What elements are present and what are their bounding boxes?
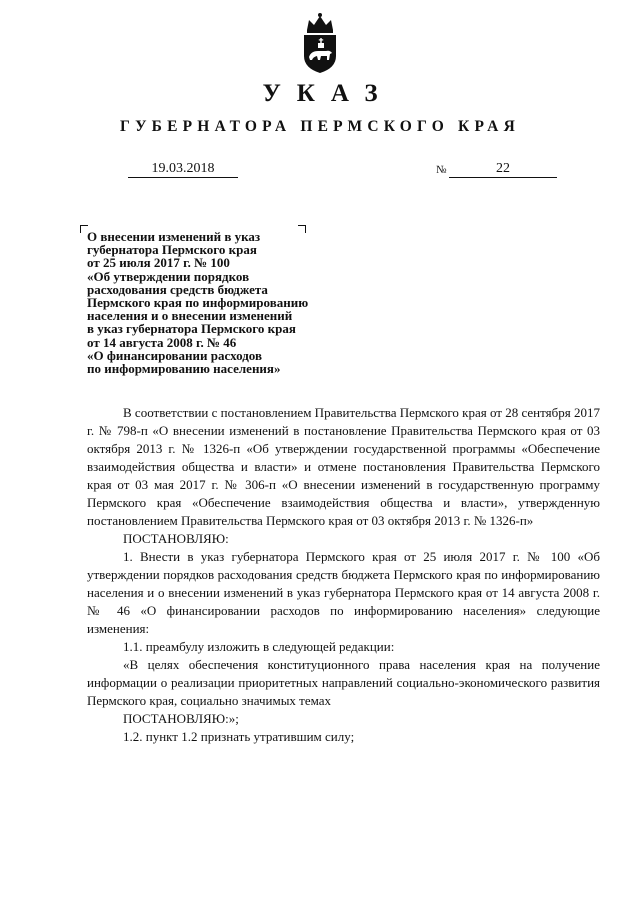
document-type: УКАЗ [262, 80, 394, 107]
quoted-resolve: ПОСТАНОВЛЯЮ:»; [123, 711, 239, 726]
document-number: 22 [449, 160, 557, 178]
title-line: по информированию населения» [87, 361, 281, 377]
preamble-paragraph: В соответствии с постановлением Правительства Пермского края от 28 сентября 2017 г. № 798-п «О внесении изменений в постановление Правительства Пермского края от 03 октября 2013 г. № 1326-п «Об утверждении государственной программы «Обеспечение взаимодействия общества и власти» и отмене постановления Правительства Пермского края от 03 мая 2017 г. № 306-п «О внесении изменений в государственную программу Пермского края «Обеспечение взаимодействия общества и власти», утвержденную постановлением Правительства Пермского края от 03 октября 2013 г. № 1326-п» [87, 405, 600, 528]
title-line: «О финансировании расходов [87, 347, 262, 363]
title-line: от 25 июля 2017 г. № 100 [87, 255, 230, 271]
title-line: Пермского края по информированию [87, 295, 309, 311]
clause-1-1: 1.1. преамбулу изложить в следующей редакции: [123, 639, 395, 654]
clause-1-2: 1.2. пункт 1.2 признать утратившим силу; [123, 729, 355, 744]
title-line: О внесении изменений в указ [87, 229, 261, 244]
issuer-heading: ГУБЕРНАТОРА ПЕРМСКОГО КРАЯ [120, 118, 520, 135]
title-line: расходования средств бюджета [87, 281, 268, 297]
title-line: от 14 августа 2008 г. № 46 [87, 334, 237, 350]
title-line: населения и о внесении изменений [87, 308, 293, 324]
title-line: «Об утверждении порядков [87, 268, 250, 284]
title-line: губернатора Пермского края [87, 242, 257, 258]
document-title [87, 230, 347, 375]
resolve-heading: ПОСТАНОВЛЯЮ: [123, 531, 229, 546]
new-preamble-quote: «В целях обеспечения конституционного права населения края на получение информации о реализации приоритетных направлений социально-экономического развития Пермского края, социально значимых темах [87, 657, 600, 708]
title-line: в указ губернатора Пермского края [87, 321, 296, 337]
perm-krai-coat-of-arms-icon [299, 12, 341, 74]
clause-1: 1. Внести в указ губернатора Пермского края от 25 июля 2017 г. № 100 «Об утверждении порядков расходования средств бюджета Пермского края по информированию населения и о внесении изменений в указ губернатора Пермского края от 14 августа 2008 г. № 46 «О финансировании расходов по информированию населения» следующие изменения: [87, 549, 600, 636]
document-date: 19.03.2018 [128, 160, 238, 178]
document-body [87, 404, 600, 746]
number-label: № [436, 164, 447, 176]
